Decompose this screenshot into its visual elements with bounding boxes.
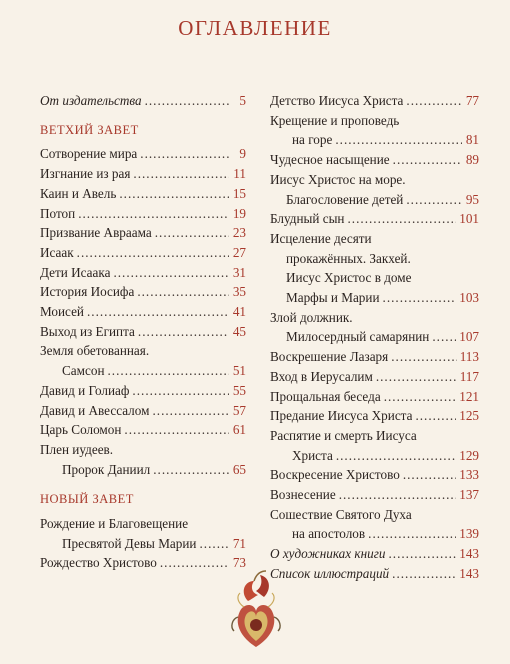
toc-entry[interactable]: Воскресение Христово ..... 133 bbox=[270, 465, 479, 485]
page-number: 129 bbox=[459, 447, 479, 463]
toc-entry-line: Крещение и проповедь bbox=[270, 112, 400, 128]
page-number: 133 bbox=[459, 467, 479, 483]
toc-entry-line: прокажённых. Закхей. bbox=[286, 250, 411, 266]
page-number: 73 bbox=[232, 555, 246, 571]
toc-entry-prodigal[interactable]: Блудный сын ..... 101 bbox=[270, 209, 479, 229]
page-number: 125 bbox=[459, 408, 479, 424]
page-number: 103 bbox=[459, 290, 479, 306]
page-number: 19 bbox=[232, 205, 246, 221]
page-number: 23 bbox=[232, 225, 246, 241]
section-heading-new-testament: НОВЫЙ ЗАВЕТ bbox=[40, 492, 134, 507]
old-testament-list bbox=[40, 144, 246, 341]
floral-ornament-icon bbox=[226, 567, 286, 651]
page-number: 61 bbox=[232, 422, 246, 438]
toc-entry-illustrations[interactable]: Список иллюстраций ..... 143 bbox=[270, 564, 479, 584]
section-heading-old-testament: ВЕТХИЙ ЗАВЕТ bbox=[40, 122, 139, 137]
toc-entry[interactable]: Изгнание из рая ..... 11 bbox=[40, 164, 246, 184]
page-number: 51 bbox=[232, 363, 246, 379]
page-number: 65 bbox=[232, 461, 246, 477]
toc-entry[interactable]: Призвание Авраама ..... 23 bbox=[40, 223, 246, 243]
page-number: 95 bbox=[465, 191, 479, 207]
toc-entry[interactable]: Давид и Голиаф ..... 55 bbox=[40, 381, 246, 401]
page-number: 139 bbox=[459, 526, 479, 542]
toc-entry-line: Плен иудеев. bbox=[40, 441, 114, 457]
toc-entry[interactable]: Выход из Египта ..... 45 bbox=[40, 322, 246, 342]
toc-entry-crucifixion[interactable]: Христа ..... 129 bbox=[270, 446, 479, 466]
page-number: 89 bbox=[465, 152, 479, 168]
toc-entry[interactable]: Воскрешение Лазаря ..... 113 bbox=[270, 347, 479, 367]
toc-entry[interactable]: Исаак ..... 27 bbox=[40, 243, 246, 263]
toc-entry-feeding[interactable]: Чудесное насыщение ..... 89 bbox=[270, 150, 479, 170]
page-number: 77 bbox=[465, 93, 479, 108]
toc-entry-line: Сошествие Святого Духа bbox=[270, 506, 412, 522]
page-title: ОГЛАВЛЕНИЕ bbox=[178, 16, 332, 40]
page-number: 71 bbox=[232, 535, 246, 551]
toc-entry-nativity[interactable]: Рождество Христово ..... 73 bbox=[40, 553, 246, 573]
page-number: 113 bbox=[459, 349, 479, 365]
toc-entry[interactable]: Потоп ..... 19 bbox=[40, 204, 246, 224]
page-number: 143 bbox=[459, 546, 479, 562]
toc-entry-childhood[interactable]: Детство Иисуса Христа ..... 77 bbox=[270, 91, 479, 111]
toc-entry[interactable]: Моисей ..... 41 bbox=[40, 302, 246, 322]
page-number: 55 bbox=[232, 382, 246, 398]
toc-entry-line: Исцеление десяти bbox=[270, 230, 372, 246]
new-testament-list-2 bbox=[270, 465, 479, 504]
page-number: 27 bbox=[232, 244, 246, 260]
page-number: 5 bbox=[239, 93, 246, 108]
page-number: 137 bbox=[459, 487, 479, 503]
page-number: 45 bbox=[232, 323, 246, 339]
toc-entry-artists[interactable]: О художниках книги ..... 143 bbox=[270, 544, 479, 564]
toc-entry[interactable]: Давид и Авессалом ..... 57 bbox=[40, 401, 246, 421]
page-number: 121 bbox=[459, 388, 479, 404]
page-number: 143 bbox=[459, 565, 479, 581]
toc-entry-debtor[interactable]: Милосердный самарянин ..... 107 bbox=[270, 327, 479, 347]
page-number: 107 bbox=[459, 329, 479, 345]
page-number: 101 bbox=[459, 211, 479, 227]
page-number: 117 bbox=[459, 368, 479, 384]
toc-entry[interactable]: Дети Исаака ..... 31 bbox=[40, 263, 246, 283]
toc-entry[interactable]: История Иосифа ..... 35 bbox=[40, 282, 246, 302]
toc-entry[interactable]: Вход в Иерусалим ..... 117 bbox=[270, 367, 479, 387]
toc-entry-line: Распятие и смерть Иисуса bbox=[270, 427, 417, 443]
page-number: 15 bbox=[232, 185, 246, 201]
toc-entry-baptism[interactable]: на горе ..... 81 bbox=[270, 130, 479, 150]
left-column bbox=[40, 91, 246, 573]
toc-entry-line: Иисус Христос на море. bbox=[270, 171, 406, 187]
right-column bbox=[270, 91, 479, 584]
page-number: 81 bbox=[465, 132, 479, 148]
toc-entry-land[interactable]: Самсон ..... 51 bbox=[40, 361, 246, 381]
new-testament-list bbox=[270, 347, 479, 426]
toc-entry-captivity[interactable]: Пророк Даниил ..... 65 bbox=[40, 460, 246, 480]
toc-entry[interactable]: Вознесение ..... 137 bbox=[270, 485, 479, 505]
toc-entry-line: Рождение и Благовещение bbox=[40, 516, 189, 532]
page-number: 9 bbox=[239, 146, 246, 162]
toc-entry-line: Иисус Христос в доме bbox=[286, 270, 412, 286]
toc-entry-lepers[interactable]: Марфы и Марии ..... 103 bbox=[270, 288, 479, 308]
toc-entry[interactable]: Предание Иисуса Христа ..... 125 bbox=[270, 406, 479, 426]
page-number: 31 bbox=[232, 264, 246, 280]
toc-entry[interactable]: Прощальная беседа ..... 121 bbox=[270, 387, 479, 407]
toc-entry-line: Земля обетованная. bbox=[40, 343, 150, 359]
old-testament-list-2 bbox=[40, 381, 246, 440]
page-number: 11 bbox=[233, 166, 246, 182]
toc-entry[interactable]: Сотворение мира ..... 9 bbox=[40, 144, 246, 164]
toc-entry-line: Злой должник. bbox=[270, 309, 353, 325]
toc-entry[interactable]: Царь Соломон ..... 61 bbox=[40, 420, 246, 440]
toc-entry[interactable]: Каин и Авель ..... 15 bbox=[40, 184, 246, 204]
toc-entry-intro[interactable]: От издательства ..... 5 bbox=[40, 91, 246, 111]
toc-entry-sea[interactable]: Благословение детей ..... 95 bbox=[270, 190, 479, 210]
page-number: 41 bbox=[232, 304, 246, 320]
page-number: 57 bbox=[232, 402, 246, 418]
toc-entry-pentecost[interactable]: на апостолов ..... 139 bbox=[270, 524, 479, 544]
toc-entry-annunciation[interactable]: Пресвятой Девы Марии ..... 71 bbox=[40, 534, 246, 554]
page-number: 35 bbox=[232, 284, 246, 300]
